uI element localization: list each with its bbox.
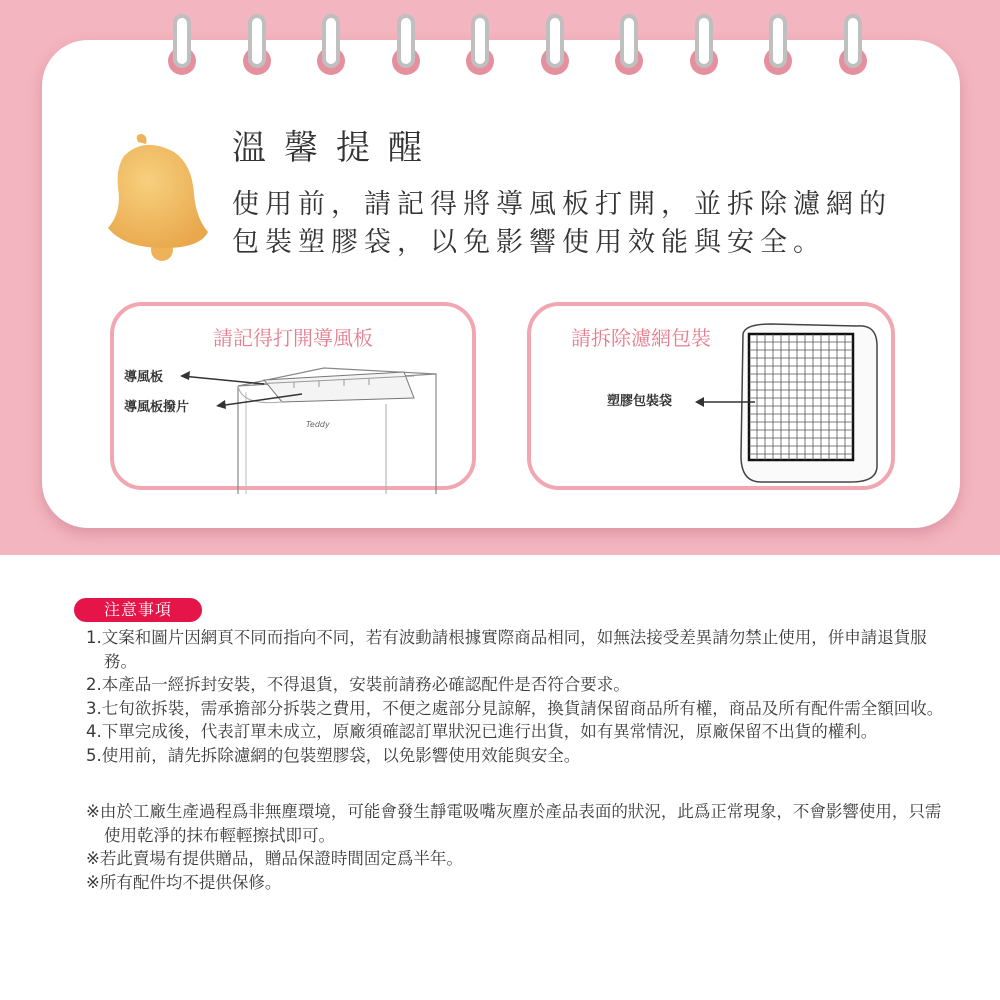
deflector-tab-label: 導風板撥片	[124, 400, 190, 415]
ring-wire	[322, 14, 340, 68]
filter-panel-title: 請拆除濾網包裝	[571, 326, 711, 350]
remark-item: ※若此賣場有提供贈品，贈品保證時間固定爲半年。	[86, 849, 463, 868]
remark-item: ※由於工廠生產過程爲非無塵環境，可能會發生靜電吸嘴灰塵於產品表面的狀況，此爲正常現象，不會影響使用，只需使用乾淨的抹布輕輕擦拭即可。	[86, 802, 942, 845]
ring-wire	[620, 14, 638, 68]
notice-list	[86, 626, 946, 894]
ring-wire	[695, 14, 713, 68]
deflector-label: 導風板	[124, 370, 164, 385]
filter-panel	[527, 302, 895, 490]
ring-wire	[248, 14, 266, 68]
ring-wire	[173, 14, 191, 68]
notice-spacer	[86, 767, 946, 800]
notice-item: 5.使用前，請先拆除濾網的包裝塑膠袋，以免影響使用效能與安全。	[86, 745, 581, 765]
notice-item: 2.本產品一經拆封安裝，不得退貨，安裝前請務必確認配件是否符合要求。	[86, 675, 630, 694]
notice-item: 4.下單完成後，代表訂單未成立，原廠須確認訂單狀況已進行出貨，如有異常情況，原廠保留不出貨的權利。	[86, 722, 878, 741]
ring-wire	[471, 14, 489, 68]
ring-wire	[769, 14, 787, 68]
notice-item: 3.七旬欲拆裝，需承擔部分拆裝之費用，不便之處部分見諒解，換貨請保留商品所有權，商品及所有配件需全額回收。	[86, 698, 944, 718]
plastic-bag-label: 塑膠包裝袋	[607, 394, 673, 409]
bell-icon	[104, 132, 214, 262]
brand-mark: Teddy	[306, 420, 330, 429]
ring-wire	[397, 14, 415, 68]
ring-wire	[844, 14, 862, 68]
deflector-panel	[110, 302, 476, 490]
deflector-panel-title: 請記得打開導風板	[213, 326, 373, 350]
notice-item: 1.文案和圖片因網頁不同而指向不同，若有波動請根據實際商品相同，如無法接受差異請勿禁止使用，併申請退貨服務。	[86, 628, 927, 671]
remark-item: ※所有配件均不提供保修。	[86, 872, 282, 892]
ring-wire	[546, 14, 564, 68]
tip-body: 使用前，請記得將導風板打開，並拆除濾網的包裝塑膠袋，以免影響使用效能與安全。	[232, 189, 892, 258]
tip-title: 溫馨提醒	[232, 128, 440, 168]
notice-badge: 注意事項	[74, 598, 202, 622]
filter-illustration	[531, 306, 899, 494]
